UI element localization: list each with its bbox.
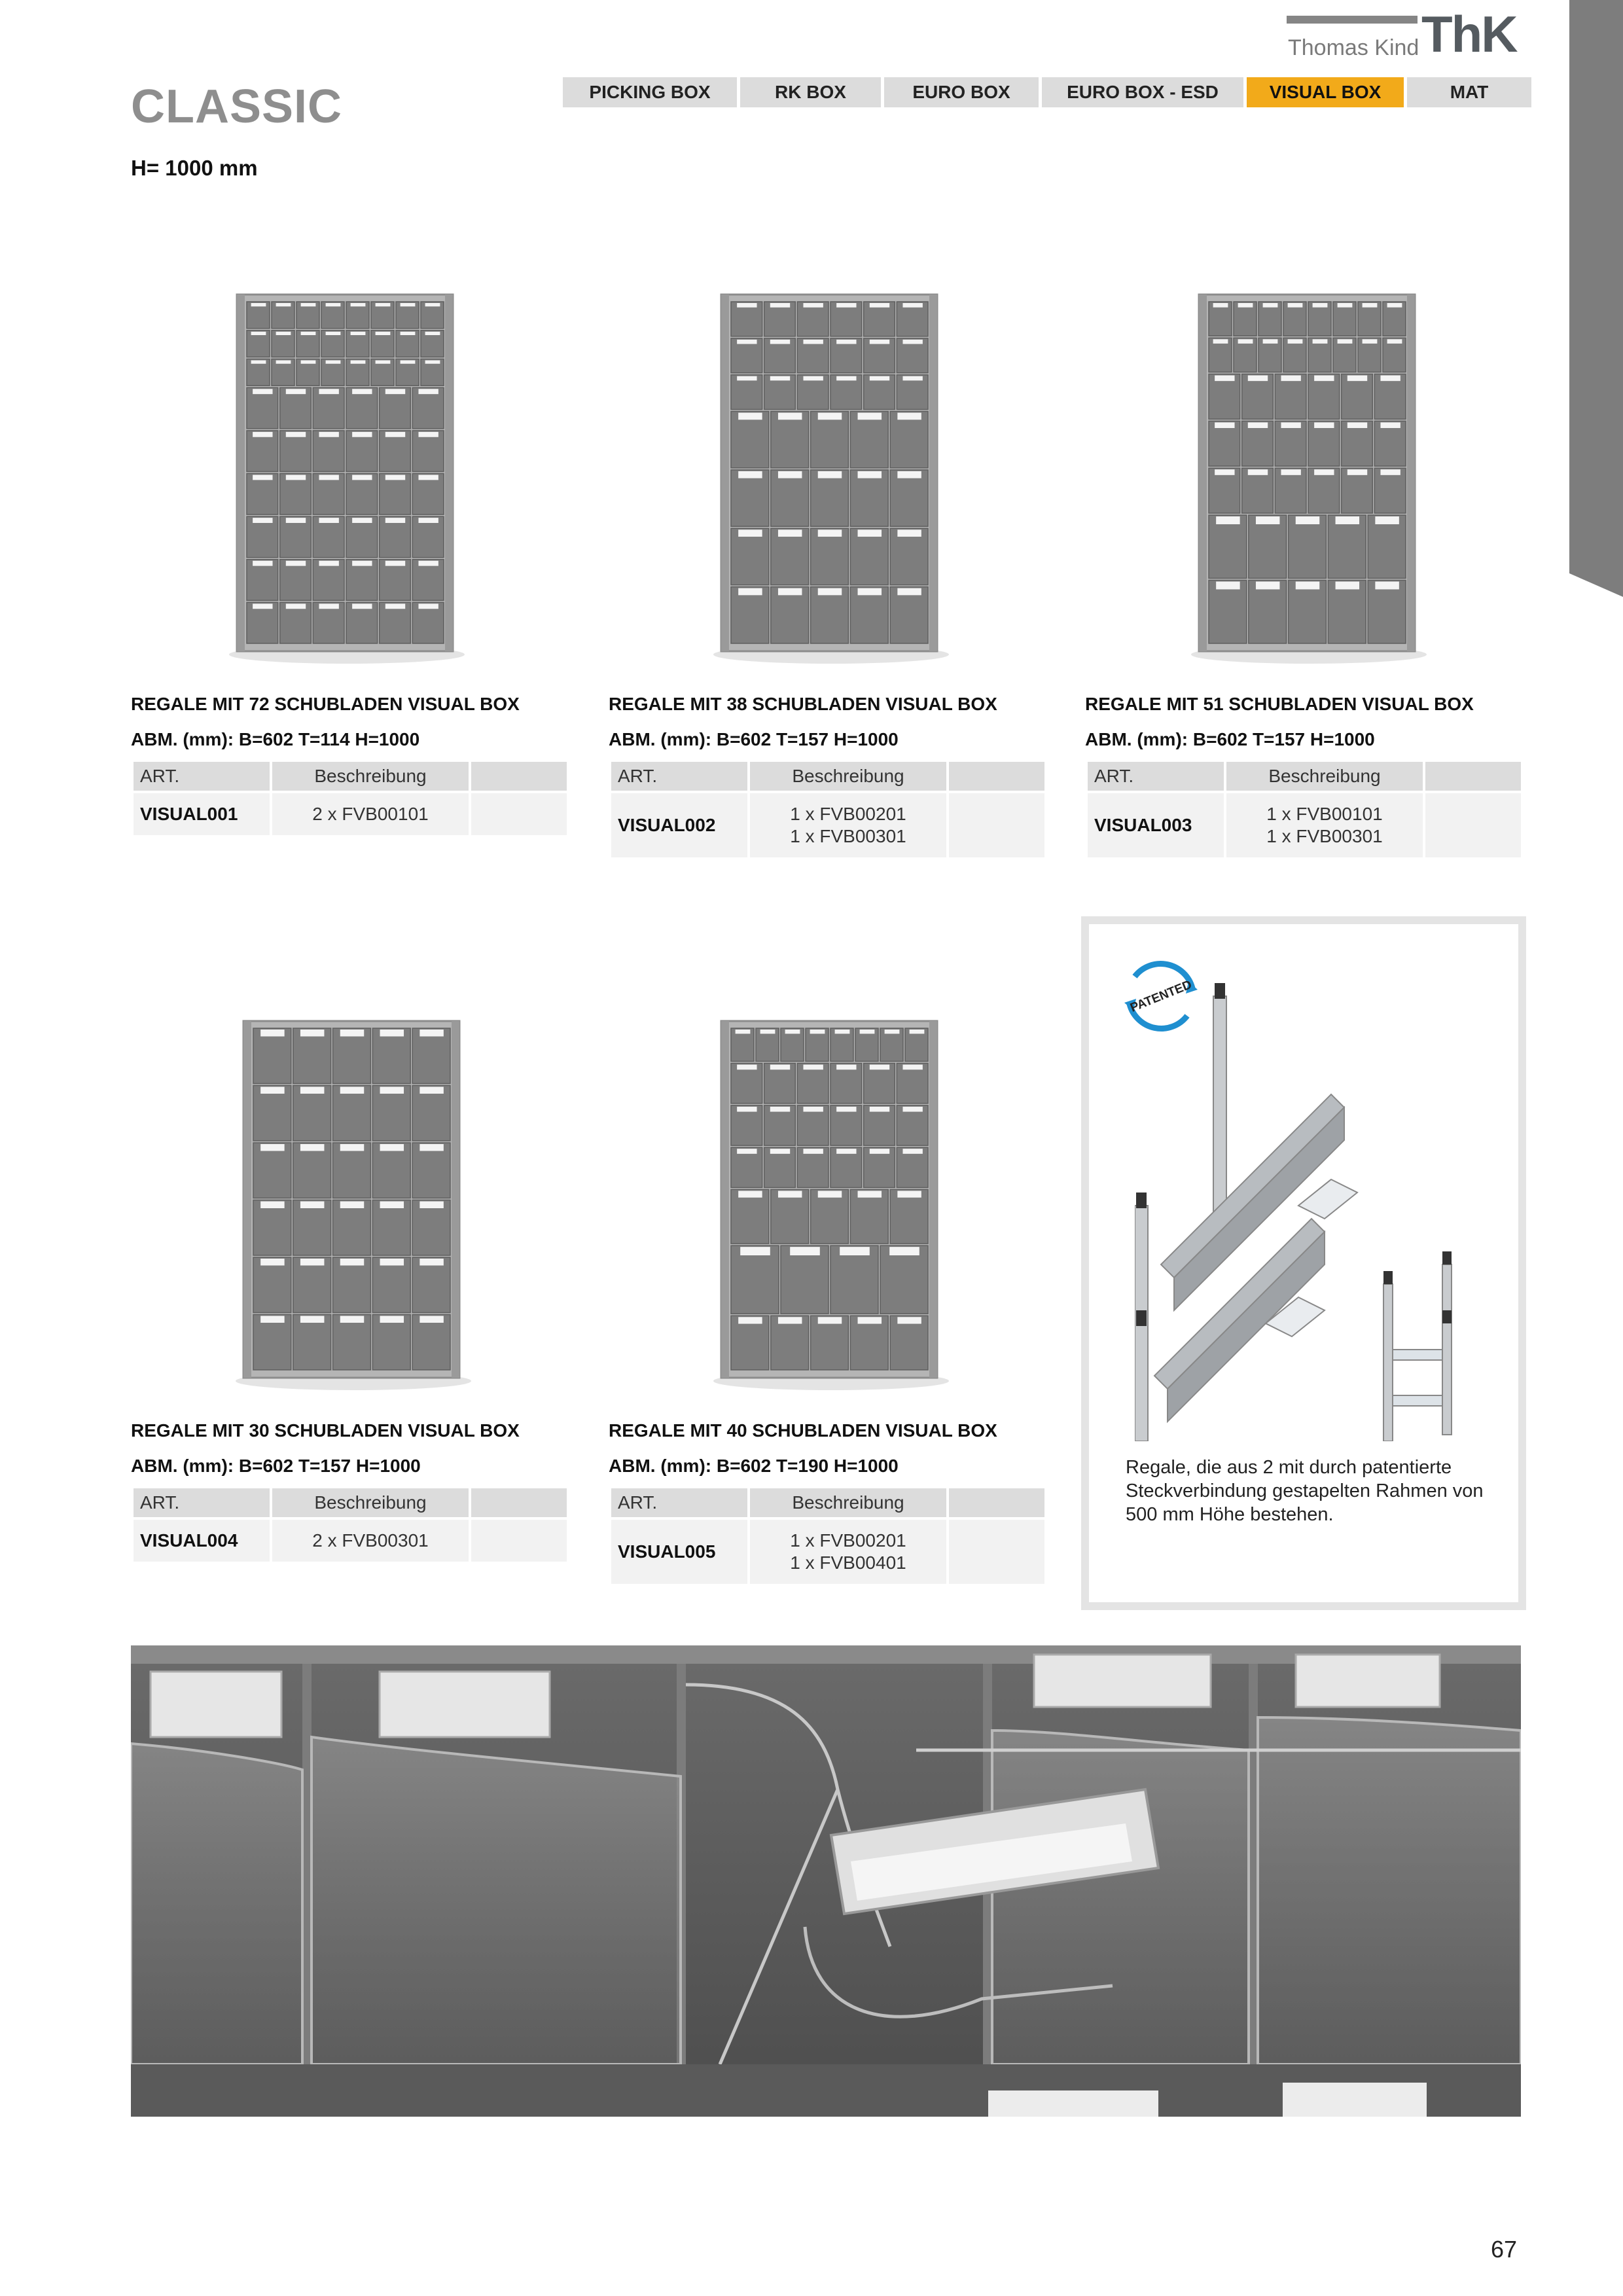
patent-info-box bbox=[1081, 916, 1526, 1610]
article-table bbox=[611, 762, 1047, 857]
article-table bbox=[134, 762, 569, 835]
tab-picking-box[interactable]: PICKING BOX bbox=[563, 77, 737, 107]
side-section-tab bbox=[1569, 0, 1623, 597]
article-description bbox=[750, 793, 946, 857]
product-title: REGALE MIT 38 SCHUBLADEN VISUAL BOX bbox=[609, 694, 997, 714]
brand-mark: ThK bbox=[1421, 5, 1517, 63]
article-number: VISUAL002 bbox=[611, 793, 747, 857]
desc-line: 1 x FVB00401 bbox=[790, 1552, 906, 1573]
shelf-image-visual004 bbox=[229, 1014, 478, 1394]
desc-line: 2 x FVB00101 bbox=[312, 804, 429, 824]
shelf-image-visual002 bbox=[707, 288, 955, 668]
article-table bbox=[1088, 762, 1524, 857]
header-description: Beschreibung bbox=[272, 1488, 469, 1517]
header-art: ART. bbox=[611, 762, 747, 791]
header-description: Beschreibung bbox=[272, 762, 469, 791]
table-row bbox=[1088, 793, 1524, 857]
header-empty bbox=[471, 1488, 567, 1517]
header-art: ART. bbox=[134, 1488, 270, 1517]
tab-visual-box[interactable]: VISUAL BOX bbox=[1247, 77, 1404, 107]
header-art: ART. bbox=[611, 1488, 747, 1517]
page-title: CLASSIC bbox=[131, 81, 343, 133]
brand-bar bbox=[1287, 16, 1418, 24]
desc-line: 1 x FVB00301 bbox=[790, 826, 906, 846]
table-row bbox=[611, 793, 1047, 857]
header-empty bbox=[1425, 762, 1521, 791]
article-description bbox=[750, 1520, 946, 1584]
header-empty bbox=[471, 762, 567, 791]
shelf-image-visual003 bbox=[1185, 288, 1433, 668]
desc-line: 2 x FVB00301 bbox=[312, 1530, 429, 1551]
header-empty bbox=[949, 762, 1044, 791]
tab-mat[interactable]: MAT bbox=[1407, 77, 1531, 107]
header-art: ART. bbox=[1088, 762, 1224, 791]
table-row bbox=[134, 1520, 569, 1562]
cell-empty bbox=[949, 1520, 1044, 1584]
product-dimensions: ABM. (mm): B=602 T=157 H=1000 bbox=[1085, 729, 1375, 749]
header-empty bbox=[949, 1488, 1044, 1517]
page-number: 67 bbox=[1491, 2236, 1518, 2263]
article-number: VISUAL001 bbox=[134, 793, 270, 835]
tab-rk-box[interactable]: RK BOX bbox=[740, 77, 881, 107]
article-description bbox=[272, 1520, 469, 1562]
article-number: VISUAL004 bbox=[134, 1520, 270, 1562]
tab-euro-box-esd[interactable]: EURO BOX - ESD bbox=[1042, 77, 1243, 107]
desc-line: 1 x FVB00301 bbox=[1266, 826, 1383, 846]
article-table bbox=[611, 1488, 1047, 1584]
desc-line: 1 x FVB00101 bbox=[1266, 804, 1383, 824]
header-description: Beschreibung bbox=[750, 1488, 946, 1517]
tab-euro-box[interactable]: EURO BOX bbox=[884, 77, 1039, 107]
cell-empty bbox=[1425, 793, 1521, 857]
product-title: REGALE MIT 72 SCHUBLADEN VISUAL BOX bbox=[131, 694, 520, 714]
brand-logo bbox=[1287, 5, 1535, 63]
brand-name: Thomas Kind bbox=[1288, 35, 1419, 60]
stacked-frames-illustration bbox=[1135, 957, 1514, 1441]
desc-line: 1 x FVB00201 bbox=[790, 1530, 906, 1551]
shelf-image-visual001 bbox=[223, 288, 471, 668]
article-description bbox=[1226, 793, 1423, 857]
header-description: Beschreibung bbox=[1226, 762, 1423, 791]
table-row bbox=[134, 793, 569, 835]
shelf-image-visual005 bbox=[707, 1014, 955, 1394]
cell-empty bbox=[949, 793, 1044, 857]
header-art: ART. bbox=[134, 762, 270, 791]
article-table bbox=[134, 1488, 569, 1562]
page-subtitle: H= 1000 mm bbox=[131, 156, 258, 180]
patented-badge-label: PATENTED bbox=[1128, 978, 1194, 1015]
product-dimensions: ABM. (mm): B=602 T=157 H=1000 bbox=[609, 729, 899, 749]
desc-line: 1 x FVB00201 bbox=[790, 804, 906, 824]
product-dimensions: ABM. (mm): B=602 T=114 H=1000 bbox=[131, 729, 420, 749]
patent-description: Regale, die aus 2 mit durch patentierte Steckverbindung gestapelten Rahmen von 500 mm Höhe bestehen. bbox=[1126, 1457, 1484, 1525]
category-nav bbox=[563, 77, 1531, 107]
article-number: VISUAL003 bbox=[1088, 793, 1224, 857]
header-description: Beschreibung bbox=[750, 762, 946, 791]
article-number: VISUAL005 bbox=[611, 1520, 747, 1584]
drawer-closeup-photo bbox=[131, 1645, 1521, 2117]
article-description bbox=[272, 793, 469, 835]
product-dimensions: ABM. (mm): B=602 T=190 H=1000 bbox=[609, 1456, 899, 1476]
product-dimensions: ABM. (mm): B=602 T=157 H=1000 bbox=[131, 1456, 421, 1476]
cell-empty bbox=[471, 1520, 567, 1562]
table-row bbox=[611, 1520, 1047, 1584]
cell-empty bbox=[471, 793, 567, 835]
product-title: REGALE MIT 51 SCHUBLADEN VISUAL BOX bbox=[1085, 694, 1474, 714]
product-title: REGALE MIT 30 SCHUBLADEN VISUAL BOX bbox=[131, 1420, 520, 1441]
product-title: REGALE MIT 40 SCHUBLADEN VISUAL BOX bbox=[609, 1420, 997, 1441]
